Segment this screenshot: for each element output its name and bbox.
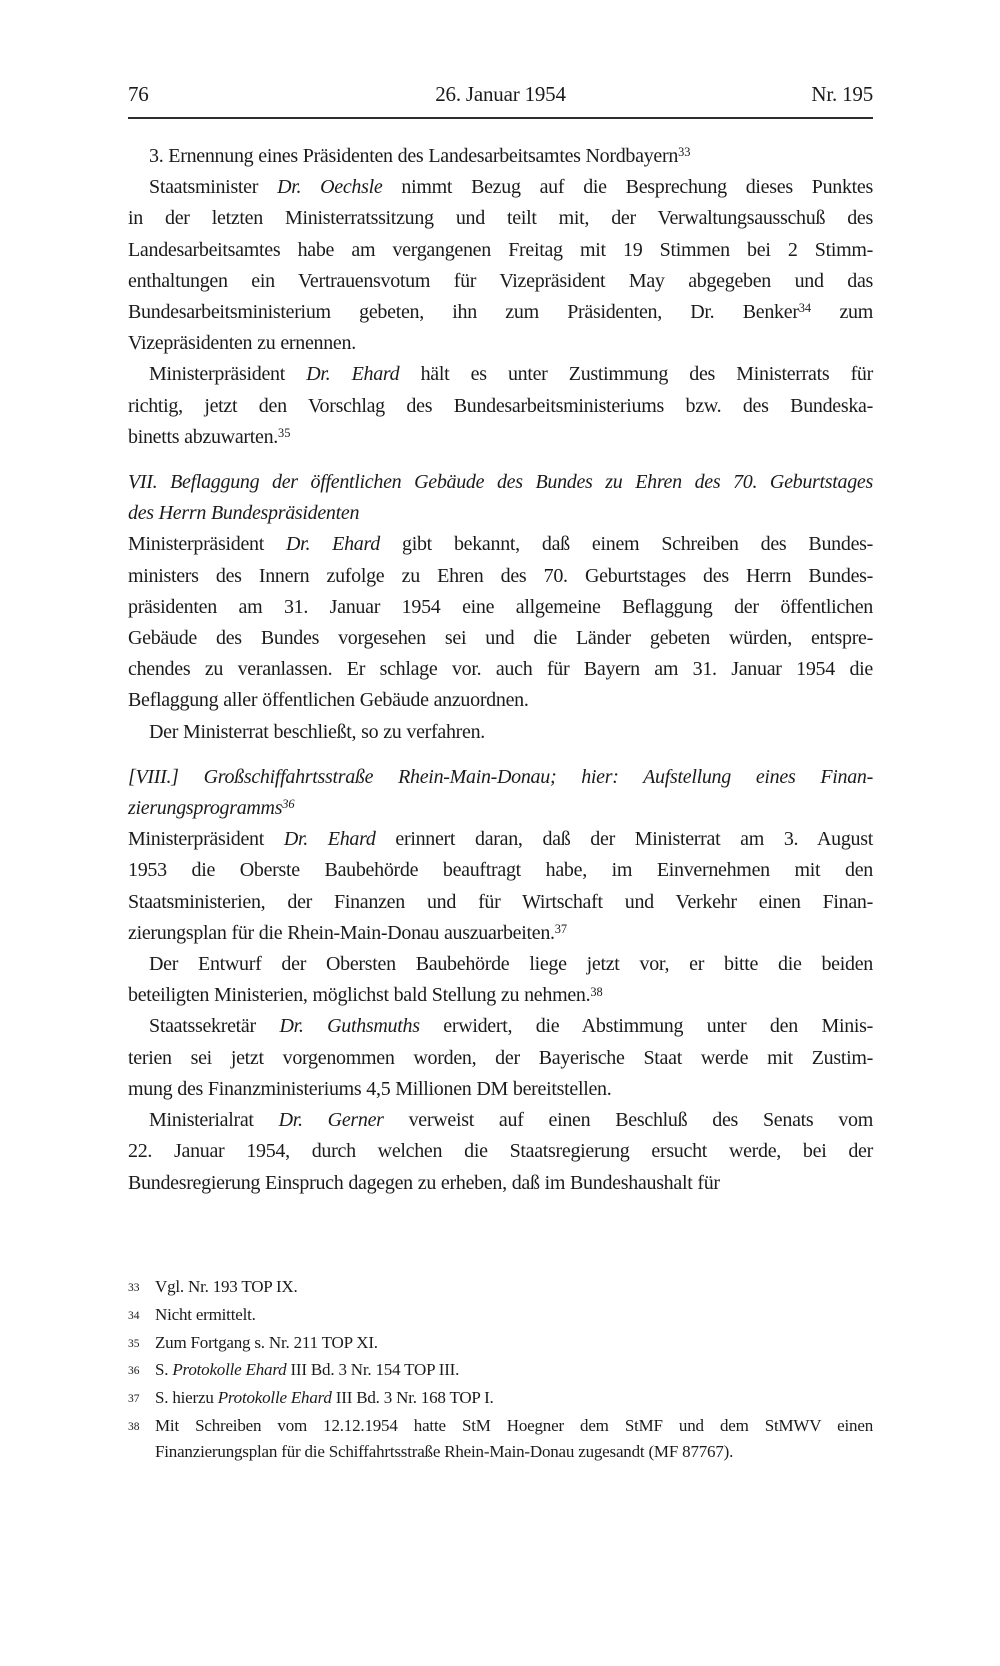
footnote-number: 36 (128, 1365, 140, 1378)
footnote (128, 1330, 873, 1358)
text-line: [VIII.] Großschiffahrtsstraße Rhein-Main-Donau; hier: Aufstellung eines Finan- (128, 765, 873, 788)
italic-text: Dr. Guthsmuths (279, 1015, 420, 1038)
text-line: VII. Beflaggung der öffentlichen Gebäude des Bundes zu Ehren des 70. Geburtstages (128, 471, 873, 494)
footnote-number: 37 (128, 1393, 140, 1406)
paragraph (128, 824, 873, 949)
footnote-number: 33 (128, 1282, 140, 1294)
text-line: Nicht ermittelt. (155, 1304, 256, 1324)
italic-text: Protokolle Ehard (217, 1388, 332, 1408)
footnote (128, 1413, 873, 1465)
footnote-ref: 36 (282, 797, 295, 812)
footnote-ref: 34 (798, 301, 812, 316)
text-line: mung des Finanzministeriums 4,5 Millionen DM bereitstellen. (128, 1077, 612, 1100)
text-line: Vgl. Nr. 193 TOP IX. (155, 1277, 298, 1296)
text-line: Zum Fortgang s. Nr. 211 TOP XI. (155, 1332, 378, 1352)
text-line: S. Protokolle Ehard III Bd. 3 Nr. 154 TOP III. (155, 1360, 460, 1380)
footnote (128, 1357, 873, 1385)
page-header (128, 82, 873, 108)
footnote-text (155, 1413, 873, 1465)
footnote (128, 1274, 873, 1302)
footnote-ref: 33 (678, 145, 691, 160)
header-date: 26. Januar 1954 (435, 82, 566, 106)
footnotes (128, 1274, 873, 1465)
paragraph (128, 529, 873, 716)
text-line: Staatsministerien, der Finanzen und für Wirtschaft und Verkehr einen Finan- (128, 890, 873, 913)
text-line: Beflaggung aller öffentlichen Gebäude anzuordnen. (128, 689, 529, 712)
text-line: Vizepräsidenten zu ernennen. (128, 332, 356, 355)
paragraph (128, 717, 873, 748)
section-heading (128, 467, 873, 529)
text-line: in der letzten Ministerratssitzung und teilt mit, der Verwaltungsausschuß des (128, 207, 873, 230)
header-rule (128, 117, 873, 119)
footnote-ref: 35 (278, 426, 291, 441)
page-number: 76 (128, 82, 149, 106)
text-line: Ministerpräsident Dr. Ehard gibt bekannt, daß einem Schreiben des Bundes- (128, 533, 873, 556)
text-line: Bundesregierung Einspruch dagegen zu erheben, daß im Bundeshaushalt für (128, 1171, 720, 1194)
footnote (128, 1302, 873, 1330)
text-line: Staatsminister Dr. Oechsle nimmt Bezug auf die Besprechung dieses Punktes (149, 176, 873, 199)
text-line: 22. Januar 1954, durch welchen die Staatsregierung ersucht werde, bei der (128, 1140, 873, 1163)
footnote-number: 38 (128, 1420, 140, 1433)
text-line: Der Ministerrat beschließt, so zu verfahren. (149, 720, 486, 743)
text-line: zierungsprogramms$^{36}$ (128, 797, 295, 820)
paragraph (128, 1011, 873, 1105)
text-line: Ministerpräsident Dr. Ehard hält es unter Zustimmung des Ministerrats für (149, 363, 873, 386)
footnote-text (155, 1274, 873, 1300)
text-line: Ministerpräsident Dr. Ehard erinnert daran, daß der Ministerrat am 3. August (128, 828, 873, 851)
text-line: zierungsplan für die Rhein-Main-Donau auszuarbeiten.$^{37}$ (128, 921, 568, 944)
footnote-text (155, 1357, 873, 1383)
footnote-text (155, 1385, 873, 1411)
footnote (128, 1385, 873, 1413)
text-line: 1953 die Oberste Baubehörde beauftragt habe, im Einvernehmen mit den (128, 859, 873, 882)
italic-text: Dr. Oechsle (277, 176, 383, 199)
text-line: Finanzierungsplan für die Schiffahrtsstraße Rhein-Main-Donau zugesandt (MF 87767). (155, 1441, 734, 1461)
text-line: richtig, jetzt den Vorschlag des Bundesarbeitsministeriums bzw. des Bundeska- (128, 394, 873, 417)
paragraph (128, 949, 873, 1011)
footnote-number: 35 (128, 1337, 140, 1350)
italic-text: Dr. Ehard (283, 828, 376, 851)
text-line: binetts abzuwarten.$^{35}$ (128, 425, 291, 448)
text-line: enthaltungen ein Vertrauensvotum für Vizepräsident May abgegeben und das (128, 269, 873, 292)
text-line: präsidenten am 31. Januar 1954 eine allgemeine Beflaggung der öffentlichen (128, 595, 873, 618)
text-line: Gebäude des Bundes vorgesehen sei und die Länder gebeten würden, entspre- (128, 627, 873, 650)
header-issue-number: Nr. 195 (811, 82, 873, 106)
text-line: Mit Schreiben vom 12.12.1954 hatte StM Hoegner dem StMF und dem StMWV einen (155, 1415, 873, 1435)
italic-text: Dr. Ehard (306, 363, 400, 386)
footnote-text (155, 1302, 873, 1328)
text-line: beteiligten Ministerien, möglichst bald Stellung zu nehmen.$^{38}$ (128, 984, 603, 1007)
text-line: Ministerialrat Dr. Gerner verweist auf einen Beschluß des Senats vom (149, 1109, 873, 1132)
body-text (128, 141, 873, 1199)
text-line: ministers des Innern zufolge zu Ehren des 70. Geburtstages des Herrn Bundes- (128, 564, 873, 587)
text-line: chendes zu veranlassen. Er schlage vor. auch für Bayern am 31. Januar 1954 die (128, 658, 873, 681)
text-line: S. hierzu Protokolle Ehard III Bd. 3 Nr. 168 TOP I. (155, 1388, 494, 1408)
footnote-ref: 38 (590, 984, 603, 999)
text-line: Bundesarbeitsministerium gebeten, ihn zum Präsidenten, Dr. Benker$^{34}$ zum (128, 301, 873, 324)
paragraph (128, 172, 873, 359)
footnote-number: 34 (128, 1309, 140, 1322)
paragraph (128, 141, 873, 172)
footnote-ref: 37 (554, 922, 568, 937)
text-line: Der Entwurf der Obersten Baubehörde liege jetzt vor, er bitte die beiden (149, 953, 873, 976)
paragraph (128, 359, 873, 453)
text-line: des Herrn Bundespräsidenten (128, 502, 360, 525)
paragraph (128, 1105, 873, 1199)
text-line: terien sei jetzt vorgenommen worden, der Bayerische Staat werde mit Zustim- (128, 1046, 873, 1069)
text-line: Staatssekretär Dr. Guthsmuths erwidert, die Abstimmung unter den Minis- (149, 1015, 874, 1038)
italic-text: Dr. Ehard (286, 533, 380, 556)
italic-text: Dr. Gerner (278, 1109, 384, 1132)
section-heading (128, 762, 873, 824)
italic-text: Protokolle Ehard (172, 1360, 287, 1380)
text-line: Landesarbeitsamtes habe am vergangenen Freitag mit 19 Stimmen bei 2 Stimm- (128, 238, 873, 261)
text-line: 3. Ernennung eines Präsidenten des Landesarbeitsamtes Nordbayern$^{33}$ (149, 145, 691, 167)
footnote-text (155, 1330, 873, 1356)
